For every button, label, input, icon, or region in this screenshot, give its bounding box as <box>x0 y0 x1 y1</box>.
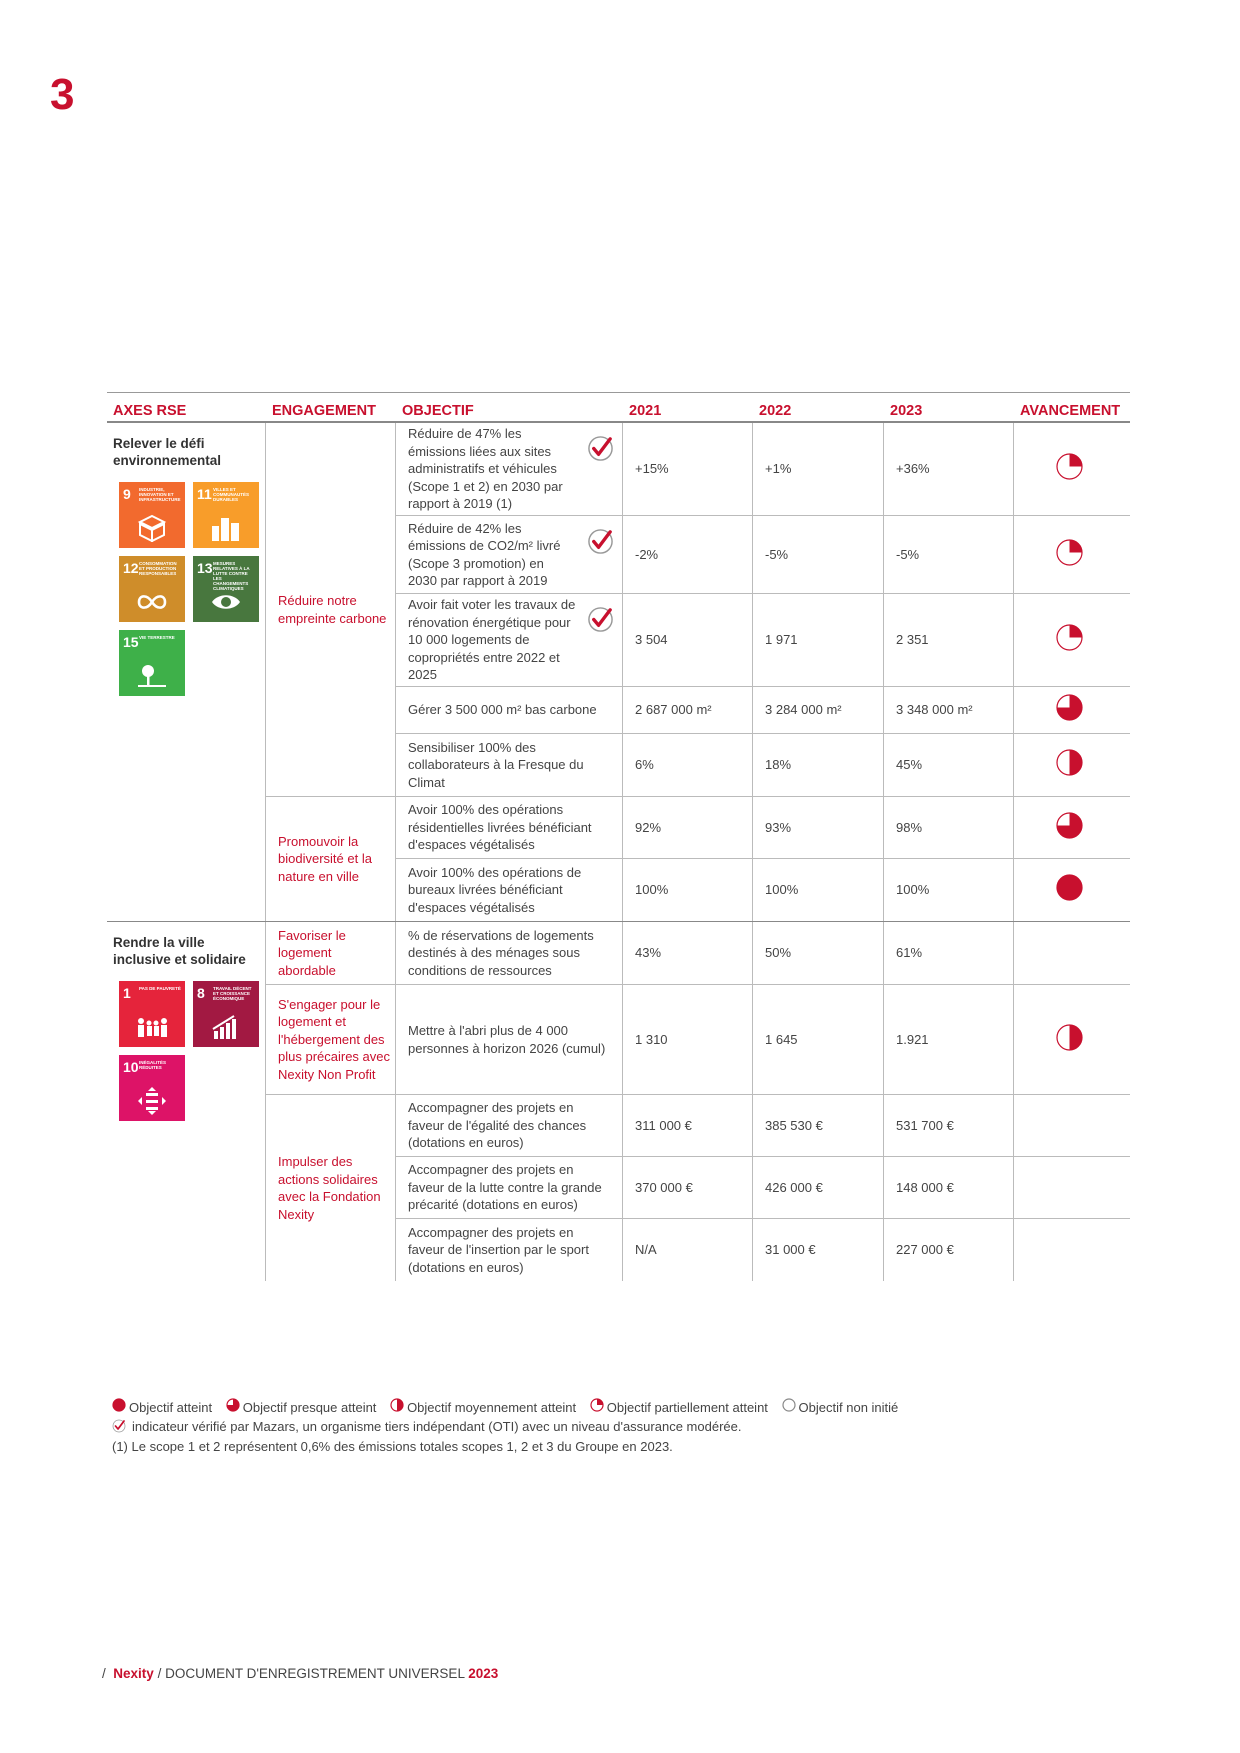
objective-cell <box>396 734 623 796</box>
sdg-number: 9 <box>123 486 131 502</box>
progress-pie-icon <box>1056 874 1083 906</box>
table-row <box>396 922 1130 984</box>
full-circle-icon <box>112 1398 129 1418</box>
value-2023: 61% <box>884 922 1014 984</box>
objective-text: Accompagner des projets en faveur de l'égalité des chances (dotations en euros) <box>408 1100 587 1151</box>
sdg-label: TRAVAIL DÉCENT ET CROISSANCE ÉCONOMIQUE <box>213 986 252 1001</box>
table-row <box>396 594 1130 687</box>
sdg-badge <box>119 630 185 696</box>
objective-text: Réduire de 47% les émissions liées aux sites administratifs et véhicules (Scope 1 et 2) en 2030 par rapport à 2019 (1) <box>408 426 563 512</box>
table-row <box>396 734 1130 796</box>
value-2021: N/A <box>623 1219 753 1281</box>
legend-status-line <box>112 1398 908 1418</box>
value-2022: -5% <box>753 516 884 593</box>
objective-text: Accompagner des projets en faveur de l'insertion par le sport (dotations en euros) <box>408 1224 589 1275</box>
progress-pie-icon <box>1056 539 1083 571</box>
objective-text: Sensibiliser 100% des collaborateurs à la Fresque du Climat <box>408 739 584 790</box>
value-2023: 98% <box>884 797 1014 858</box>
sdg-label: MESURES RELATIVES À LA LUTTE CONTRE LES CHANGEMENTS CLIMATIQUES <box>213 561 250 591</box>
legend-non-initie <box>782 1398 899 1418</box>
header-2023: 2023 <box>890 403 923 419</box>
objective-text: Avoir 100% des opérations résidentielles livrées bénéficiant d'espaces végétalisés <box>408 802 592 853</box>
progress-pie-icon <box>1056 624 1083 656</box>
value-2022: 31 000 € <box>753 1219 884 1281</box>
verified-check-icon <box>587 606 614 638</box>
sdg-grid <box>119 981 259 1121</box>
progress-cell <box>1014 922 1130 984</box>
sdg-number: 1 <box>123 985 131 1001</box>
sdg-badge <box>119 1055 185 1121</box>
value-2021: 43% <box>623 922 753 984</box>
sdg-label: VILLES ET COMMUNAUTÉS DURABLES <box>213 487 249 502</box>
sdg-number: 10 <box>123 1059 139 1075</box>
value-2021: 2 687 000 m² <box>623 687 753 733</box>
objective-cell <box>396 516 623 593</box>
table-row <box>396 1219 1130 1281</box>
axis-title: Relever le défi environnemental <box>113 436 222 468</box>
sdg-badge <box>193 482 259 548</box>
objective-text: Réduire de 42% les émissions de CO2/m² livré (Scope 3 promotion) en 2030 par rapport à 2019 <box>408 520 561 588</box>
legend-partiel <box>590 1398 768 1418</box>
progress-cell <box>1014 734 1130 796</box>
value-2022: 100% <box>753 859 884 921</box>
footer-slash: / <box>102 1666 106 1681</box>
engagement-group <box>266 985 1130 1095</box>
value-2021: 100% <box>623 859 753 921</box>
verified-check-icon <box>587 435 614 467</box>
progress-pie-icon <box>1056 694 1083 726</box>
table-header <box>107 393 1130 423</box>
legend-footnote: (1) Le scope 1 et 2 représentent 0,6% des émissions totales scopes 1, 2 et 3 du Groupe en 2023. <box>112 1439 673 1454</box>
engagement-group <box>266 1095 1130 1281</box>
objective-text: % de réservations de logements destinés à des ménages sous conditions de ressources <box>408 927 594 978</box>
sdg-badge <box>119 981 185 1047</box>
objective-text: Gérer 3 500 000 m² bas carbone <box>408 702 597 718</box>
progress-cell <box>1014 687 1130 733</box>
value-2022: 50% <box>753 922 884 984</box>
progress-cell <box>1014 1157 1130 1218</box>
sdg-badge <box>119 556 185 622</box>
engagement-label: Promouvoir la biodiversité et la nature en ville <box>266 797 396 921</box>
engagement-label: Impulser des actions solidaires avec la Fondation Nexity <box>266 1095 396 1281</box>
sdg-label: INDUSTRIE, INNOVATION ET INFRASTRUCTURE <box>139 487 181 502</box>
value-2022: +1% <box>753 423 884 515</box>
value-2021: 3 504 <box>623 594 753 686</box>
header-avancement: AVANCEMENT <box>1020 403 1121 419</box>
legend-verified-text: indicateur vérifié par Mazars, un organisme tiers indépendant (OTI) avec un niveau d'assurance modérée. <box>132 1418 742 1434</box>
engagement-group <box>266 423 1130 797</box>
three-quarter-circle-icon <box>226 1398 243 1418</box>
sdg-number: 12 <box>123 560 139 576</box>
progress-pie-icon <box>1056 453 1083 485</box>
objective-cell <box>396 594 623 686</box>
half-circle-icon <box>390 1398 407 1418</box>
axis-cell <box>107 922 266 1281</box>
objective-cell <box>396 797 623 858</box>
table-row <box>396 859 1130 921</box>
objective-text: Avoir fait voter les travaux de rénovation énergétique pour 10 000 logements de copropriétés entre 2022 et 2025 <box>408 597 576 683</box>
chapter-number: 3 <box>50 70 75 119</box>
objective-text: Mettre à l'abri plus de 4 000 personnes à horizon 2026 (cumul) <box>408 1023 606 1056</box>
progress-cell <box>1014 594 1130 686</box>
csr-table <box>107 392 1130 1281</box>
objective-text: Accompagner des projets en faveur de la lutte contre la grande précarité (dotations en euros) <box>408 1162 602 1213</box>
value-2023: 2 351 <box>884 594 1014 686</box>
header-2021: 2021 <box>629 403 662 419</box>
check-icon <box>112 1419 129 1439</box>
objective-cell <box>396 1095 623 1156</box>
value-2021: 370 000 € <box>623 1157 753 1218</box>
engagement-group <box>266 797 1130 921</box>
table-row <box>396 516 1130 594</box>
legend-atteint-label: Objectif atteint <box>129 1399 213 1415</box>
verified-check-icon <box>587 528 614 560</box>
value-2023: +36% <box>884 423 1014 515</box>
header-axes: AXES RSE <box>113 403 187 419</box>
sdg-label: VIE TERRESTRE <box>139 635 175 640</box>
legend-presque-label: Objectif presque atteint <box>242 1399 377 1415</box>
header-2022: 2022 <box>759 403 792 419</box>
sdg-number: 11 <box>197 486 212 502</box>
objective-cell <box>396 922 623 984</box>
objective-cell <box>396 423 623 515</box>
sdg-badge <box>193 981 259 1047</box>
footer-doc-title: / DOCUMENT D'ENREGISTREMENT UNIVERSEL <box>157 1666 465 1681</box>
value-2023: 100% <box>884 859 1014 921</box>
axis-section <box>107 423 1130 922</box>
value-2023: 531 700 € <box>884 1095 1014 1156</box>
sdg-badge <box>119 482 185 548</box>
header-engagement: ENGAGEMENT <box>272 403 376 419</box>
axis-cell <box>107 423 266 921</box>
footer-year: 2023 <box>468 1666 499 1681</box>
sdg-label: PAS DE PAUVRETÉ <box>139 986 181 991</box>
table-row <box>396 1095 1130 1157</box>
objective-text: Avoir 100% des opérations de bureaux livrées bénéficiant d'espaces végétalisés <box>408 864 582 915</box>
value-2023: 1.921 <box>884 985 1014 1094</box>
objective-cell <box>396 1219 623 1281</box>
footer-brand: Nexity <box>113 1666 154 1681</box>
value-2022: 1 971 <box>753 594 884 686</box>
page-footer <box>102 1666 498 1681</box>
sdg-number: 8 <box>197 985 205 1001</box>
progress-pie-icon <box>1056 1024 1083 1056</box>
value-2022: 3 284 000 m² <box>753 687 884 733</box>
progress-pie-icon <box>1056 749 1083 781</box>
value-2023: 227 000 € <box>884 1219 1014 1281</box>
progress-cell <box>1014 859 1130 921</box>
value-2023: 148 000 € <box>884 1157 1014 1218</box>
value-2022: 426 000 € <box>753 1157 884 1218</box>
value-2021: 6% <box>623 734 753 796</box>
table-row <box>396 423 1130 516</box>
value-2022: 385 530 € <box>753 1095 884 1156</box>
axis-title: Rendre la ville inclusive et solidaire <box>113 935 246 967</box>
legend-verified-line <box>112 1418 908 1439</box>
engagement-label: S'engager pour le logement et l'hébergement des plus précaires avec Nexity Non Profit <box>266 985 396 1094</box>
axis-section <box>107 922 1130 1281</box>
header-objectif: OBJECTIF <box>402 403 474 419</box>
sdg-label: CONSOMMATION ET PRODUCTION RESPONSABLES <box>139 561 177 576</box>
objective-cell <box>396 687 623 733</box>
value-2023: 45% <box>884 734 1014 796</box>
table-row <box>396 1157 1130 1219</box>
legend-presque <box>226 1398 377 1418</box>
sdg-label: INÉGALITÉS RÉDUITES <box>139 1060 167 1070</box>
value-2021: 311 000 € <box>623 1095 753 1156</box>
objective-cell <box>396 1157 623 1218</box>
empty-circle-icon <box>782 1398 799 1418</box>
legend-non-initie-label: Objectif non initié <box>798 1399 899 1415</box>
sdg-badge <box>193 556 259 622</box>
objective-cell <box>396 859 623 921</box>
table-row <box>396 687 1130 734</box>
quarter-circle-icon <box>590 1398 607 1418</box>
value-2023: 3 348 000 m² <box>884 687 1014 733</box>
progress-cell <box>1014 985 1130 1094</box>
objective-cell <box>396 985 623 1094</box>
legend-atteint <box>112 1398 212 1418</box>
progress-cell <box>1014 516 1130 593</box>
legend-moyen-label: Objectif moyennement atteint <box>407 1399 577 1415</box>
value-2021: -2% <box>623 516 753 593</box>
value-2021: 92% <box>623 797 753 858</box>
legend-moyen <box>390 1398 576 1418</box>
progress-cell <box>1014 423 1130 515</box>
value-2022: 1 645 <box>753 985 884 1094</box>
engagement-label: Favoriser le logement abordable <box>266 922 396 984</box>
value-2021: 1 310 <box>623 985 753 1094</box>
legend-partiel-label: Objectif partiellement atteint <box>606 1399 768 1415</box>
progress-pie-icon <box>1056 812 1083 844</box>
progress-cell <box>1014 1219 1130 1281</box>
sdg-number: 13 <box>197 560 213 576</box>
progress-cell <box>1014 797 1130 858</box>
value-2021: +15% <box>623 423 753 515</box>
sdg-grid <box>119 482 259 696</box>
engagement-label: Réduire notre empreinte carbone <box>266 423 396 796</box>
value-2023: -5% <box>884 516 1014 593</box>
value-2022: 18% <box>753 734 884 796</box>
legend <box>112 1398 908 1457</box>
engagement-group <box>266 922 1130 985</box>
value-2022: 93% <box>753 797 884 858</box>
table-body <box>107 423 1130 1281</box>
table-row <box>396 985 1130 1094</box>
table-row <box>396 797 1130 859</box>
sdg-number: 15 <box>123 634 139 650</box>
progress-cell <box>1014 1095 1130 1156</box>
